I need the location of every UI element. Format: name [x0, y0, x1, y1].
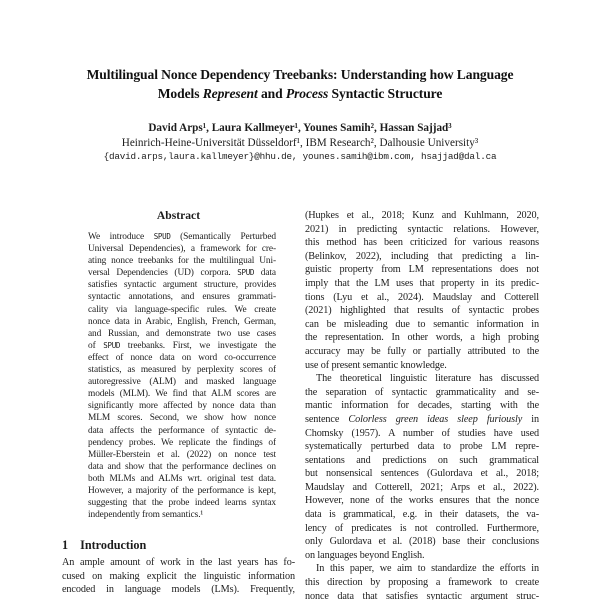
text-line — [305, 590, 539, 600]
text-line — [88, 473, 276, 485]
text-line — [62, 583, 295, 597]
text-segment: guistic property from LM representations does not — [305, 264, 539, 276]
text-segment: In this paper, we aim to standardize the efforts in — [316, 563, 539, 575]
text-segment: data is grammatical, e.g. in their datasets, the va- — [305, 509, 539, 521]
text-line — [305, 331, 539, 345]
text-line — [88, 485, 276, 497]
text-segment: satisfies syntactic argument structure, provides — [88, 280, 276, 291]
text-line — [305, 494, 539, 508]
text-segment: both MLMs and ALMs wrt. original test data. — [88, 473, 276, 484]
text-line — [62, 570, 295, 584]
text-segment: models (MLM). We find that ALM scores are — [88, 389, 276, 400]
text-segment: statistics, as measured by perplexity scores of — [88, 365, 276, 376]
text-segment: significantly more affected by nonce data than — [88, 401, 276, 412]
text-line — [305, 277, 539, 291]
text-line — [305, 508, 539, 522]
italic-text: Process — [285, 85, 329, 101]
text-line — [88, 437, 276, 449]
abstract-body — [88, 231, 276, 521]
smallcaps-text: SPUD — [237, 268, 255, 278]
text-segment: Chomsky (1957). A number of studies have used — [305, 427, 539, 439]
text-segment: 2021) in predicting syntactic relations. However, — [305, 223, 539, 235]
text-segment: (2021) highlighted that results of syntactic probes — [305, 305, 539, 317]
authors-line: David Arps¹, Laura Kallmeyer¹, Younes Samih², Hassan Sajjad³ — [148, 122, 452, 134]
text-segment: Müller-Eberstein et al. (2022) on nonce test — [88, 449, 276, 460]
text-line — [88, 509, 276, 521]
text-line — [305, 291, 539, 305]
text-segment: versal Dependencies (UD) corpora. — [88, 268, 238, 279]
text-segment: and — [257, 85, 286, 101]
text-line — [88, 304, 276, 316]
text-line — [88, 400, 276, 412]
text-segment: of — [88, 340, 104, 351]
text-line — [305, 345, 539, 359]
text-segment: only Gulordava et al. (2018) base their conclusions — [305, 536, 539, 548]
text-segment: on languages beyond English. — [305, 549, 425, 561]
italic-text: Colorless green ideas sleep furiously — [348, 413, 523, 425]
text-segment: However, none of the works ensures that the nonce — [305, 495, 539, 507]
text-segment: accuracy may be fully or partially attributed to the — [305, 345, 539, 357]
text-segment: tions (Lyu et al., 2024). Maudslay and Cotterell — [305, 291, 539, 303]
text-segment: autoregressive (ALM) and masked language — [88, 377, 276, 388]
text-segment: The theoretical linguistic literature has discussed — [316, 373, 539, 385]
text-line — [88, 255, 276, 267]
text-line — [305, 263, 539, 277]
text-segment: this direction by proposing a framework to create — [305, 577, 539, 589]
text-line — [88, 449, 276, 461]
text-line — [88, 376, 276, 388]
text-segment: treebanks. First, we investigate the — [120, 340, 276, 351]
text-segment: suggesting that the probe indeed learns syntax — [88, 498, 276, 509]
smallcaps-text: SPUD — [153, 232, 171, 241]
text-line — [305, 386, 539, 400]
text-segment: Syntactic Structure — [328, 85, 443, 101]
text-line — [305, 535, 539, 549]
text-segment: nonce data that satisfies syntactic argument struc- — [305, 590, 539, 600]
text-line — [88, 291, 276, 303]
text-segment: sentence — [305, 413, 349, 425]
text-segment: Multilingual Nonce Dependency Treebanks: Understanding how Language — [86, 67, 514, 82]
affiliations-line: Heinrich-Heine-Universität Düsseldorf¹, IBM Research², Dalhousie University³ — [121, 137, 479, 149]
text-line — [305, 359, 539, 373]
text-line — [305, 318, 539, 332]
text-segment: effect of nonce data on word co-occurrence — [88, 352, 276, 363]
text-line — [305, 576, 539, 590]
text-segment: (Semantically Perturbed — [170, 232, 276, 242]
text-segment: cused on making explicit the linguistic information — [62, 570, 295, 582]
text-line — [305, 399, 539, 413]
text-segment: nonce data in Arabic, English, French, German, — [88, 316, 276, 327]
text-line — [305, 522, 539, 536]
text-line — [305, 304, 539, 318]
text-line — [88, 461, 276, 473]
italic-text: Represent — [202, 85, 258, 101]
text-line — [305, 467, 539, 481]
text-segment: Models — [157, 85, 203, 101]
text-segment: Maudslay and Cotterell, 2021; Arps et al., 2022). — [305, 481, 539, 493]
text-line — [305, 372, 539, 386]
text-segment: pendency probes. We replicate the findings of — [88, 437, 276, 448]
text-segment: the separation of syntactic grammaticality and se- — [305, 386, 539, 398]
text-segment: Universal Dependencies), a framework for cre- — [88, 244, 276, 255]
text-line — [60, 66, 540, 85]
introduction-body — [62, 556, 295, 597]
text-line — [305, 481, 539, 495]
text-segment: data and show that the performance declines on — [88, 461, 276, 472]
text-line — [88, 328, 276, 340]
section-title: Introduction — [80, 538, 147, 552]
text-segment: However, a majority of the performance is kept, — [88, 485, 276, 496]
text-segment: use of present semantic knowledge. — [305, 359, 447, 371]
emails-line: {david.arps,laura.kallmeyer}@hhu.de, younes.samih@ibm.com, hsajjad@dal.ca — [103, 151, 497, 162]
text-line — [305, 413, 539, 427]
text-segment: independently from semantics.¹ — [88, 510, 204, 521]
text-line — [305, 236, 539, 250]
text-line — [305, 549, 539, 563]
text-segment: systematically perturbed data to probe LM repre- — [305, 441, 539, 453]
text-segment: mantic information for decades, starting with the — [305, 400, 539, 412]
paper-title — [60, 66, 540, 103]
abstract-heading: Abstract — [156, 209, 201, 222]
text-segment: data — [254, 268, 276, 279]
text-line — [88, 352, 276, 364]
section-heading-introduction — [62, 538, 295, 553]
text-segment: but nonsensical sentences (Gulordava et al., 2018; — [305, 468, 539, 480]
text-segment: cality via language-specific rules. We create — [88, 304, 276, 315]
text-line — [305, 250, 539, 264]
text-segment: (Belinkov, 2022), including that predicting a lin- — [305, 250, 539, 262]
text-segment: We introduce — [88, 232, 154, 242]
text-segment: can be misleading due to semantic information in — [305, 318, 539, 330]
text-segment: and Russian, and demonstrate two use cases — [88, 328, 276, 339]
text-segment: MLM scores. Second, we show how nonce — [88, 413, 276, 424]
text-segment: data affects the performance of syntactic de- — [88, 425, 276, 436]
text-line — [88, 340, 276, 352]
text-segment: in — [522, 413, 539, 425]
text-line — [88, 243, 276, 255]
section-number: 1 — [62, 538, 69, 552]
text-line — [305, 454, 539, 468]
text-line — [88, 267, 276, 279]
text-line — [305, 562, 539, 576]
text-line — [88, 231, 276, 243]
text-line — [60, 85, 540, 104]
text-line — [88, 388, 276, 400]
text-segment: lency of predicates is not controlled. Furthermore, — [305, 522, 539, 534]
smallcaps-text: SPUD — [103, 340, 121, 350]
text-segment: the representation. In other words, a high probing — [305, 332, 539, 344]
text-segment: this method has been criticized for various reasons — [305, 237, 539, 249]
text-segment: encoded in language models (LMs). Frequently, — [62, 584, 295, 596]
text-line — [305, 427, 539, 441]
text-segment: imply that the LM uses that property in its predic- — [305, 277, 539, 289]
text-segment: An ample amount of work in the last years has fo- — [62, 557, 295, 568]
text-line — [88, 425, 276, 437]
text-line — [88, 497, 276, 509]
text-segment: syntactic annotations, and ensures grammati- — [88, 292, 276, 303]
text-line — [305, 209, 539, 223]
text-segment: sentations and predictions on such grammatical — [305, 454, 539, 466]
text-segment: ating nonce treebanks for the multilingual Uni- — [88, 256, 276, 267]
text-line — [88, 316, 276, 328]
text-line — [88, 412, 276, 424]
right-column-body — [305, 209, 539, 600]
text-line — [305, 223, 539, 237]
text-line — [305, 440, 539, 454]
text-line — [88, 279, 276, 291]
text-line — [62, 556, 295, 570]
text-line — [88, 364, 276, 376]
text-segment: (Hupkes et al., 2018; Kunz and Kuhlmann, 2020, — [305, 210, 539, 221]
